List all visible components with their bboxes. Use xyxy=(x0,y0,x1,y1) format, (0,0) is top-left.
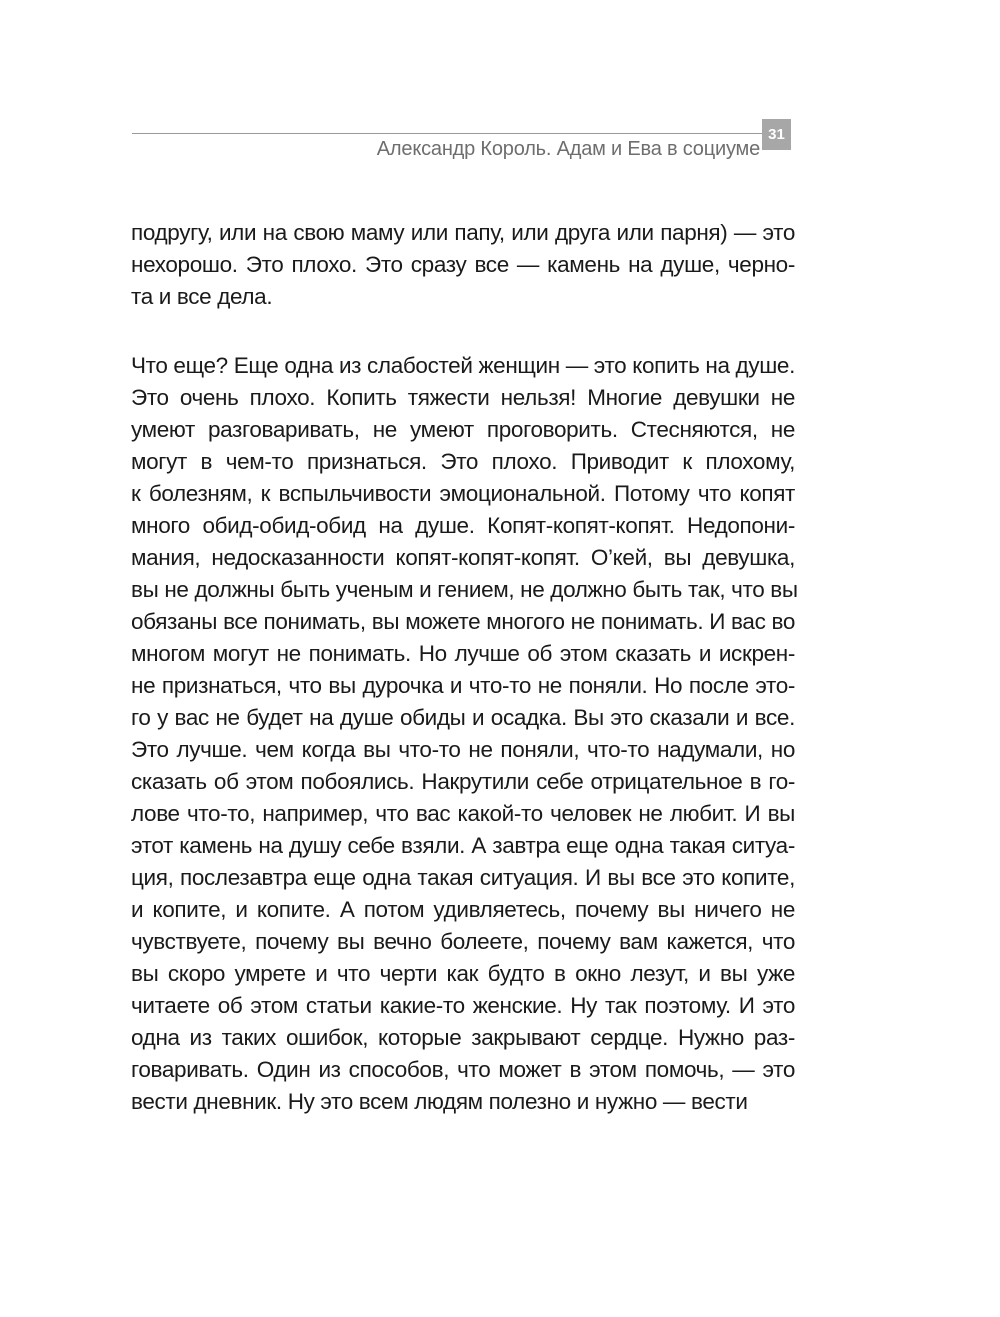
paragraph-gap xyxy=(131,313,795,350)
text-line: лове что-то, например, что вас какой-то человек не любит. И вы xyxy=(131,801,795,826)
running-head-title: Александр Король. Адам и Ева в социуме xyxy=(376,138,760,160)
text-line: Это очень плохо. Копить тяжести нельзя! Многие девушки не xyxy=(131,385,795,410)
text-line: умеют разговаривать, не умеют проговорить. Стесняются, не xyxy=(131,417,795,442)
text-line: и копите, и копите. А потом удивляетесь, почему вы ничего не xyxy=(131,897,795,922)
text-line: могут в чем-то признаться. Это плохо. Приводит к плохому, xyxy=(131,449,795,474)
text-line: вы не должны быть ученым и гением, не должно быть так, что вы xyxy=(131,577,798,602)
text-line: го у вас не будет на душе обиды и осадка. Вы это сказали и все. xyxy=(131,705,795,730)
text-line: обязаны все понимать, вы можете многого не понимать. И вас во xyxy=(131,609,795,634)
paragraph xyxy=(131,217,795,313)
text-line: сказать об этом побоялись. Накрутили себе отрицательное в го- xyxy=(131,769,795,794)
text-line: Что еще? Еще одна из слабостей женщин — это копить на душе. xyxy=(131,353,795,378)
page-number-badge: 31 xyxy=(762,119,791,150)
text-line: много обид-обид-обид на душе. Копят-копят-копят. Недопони- xyxy=(131,513,795,538)
header-rule xyxy=(132,133,762,134)
text-line: та и все дела. xyxy=(131,284,273,309)
text-line: подругу, или на свою маму или папу, или друга или парня) — это xyxy=(131,220,795,245)
text-line: не признаться, что вы дурочка и что-то не поняли. Но после это- xyxy=(131,673,795,698)
text-line: мания, недосказанности копят-копят-копят. О’кей, вы девушка, xyxy=(131,545,795,570)
paragraph xyxy=(131,350,798,1118)
text-line: нехорошо. Это плохо. Это сразу все — камень на душе, черно- xyxy=(131,252,795,277)
text-line: вы скоро умрете и что черти как будто в окно лезут, и вы уже xyxy=(131,961,795,986)
text-line: вести дневник. Ну это всем людям полезно и нужно — вести xyxy=(131,1089,748,1114)
text-line: ция, послезавтра еще одна такая ситуация. И вы все это копите, xyxy=(131,865,795,890)
text-line: одна из таких ошибок, которые закрывают сердце. Нужно раз- xyxy=(131,1025,795,1050)
text-line: говаривать. Один из способов, что может в этом помочь, — это xyxy=(131,1057,795,1082)
text-line: Это лучше. чем когда вы что-то не поняли, что-то надумали, но xyxy=(131,737,795,762)
page-body-text xyxy=(131,217,798,1118)
text-line: чувствуете, почему вы вечно болеете, почему вам кажется, что xyxy=(131,929,795,954)
text-line: этот камень на душу себе взяли. А завтра еще одна такая ситуа- xyxy=(131,833,795,858)
text-line: к болезням, к вспыльчивости эмоциональной. Потому что копят xyxy=(131,481,795,506)
text-line: читаете об этом статьи какие-то женские. Ну так поэтому. И это xyxy=(131,993,795,1018)
text-line: многом могут не понимать. Но лучше об этом сказать и искрен- xyxy=(131,641,795,666)
